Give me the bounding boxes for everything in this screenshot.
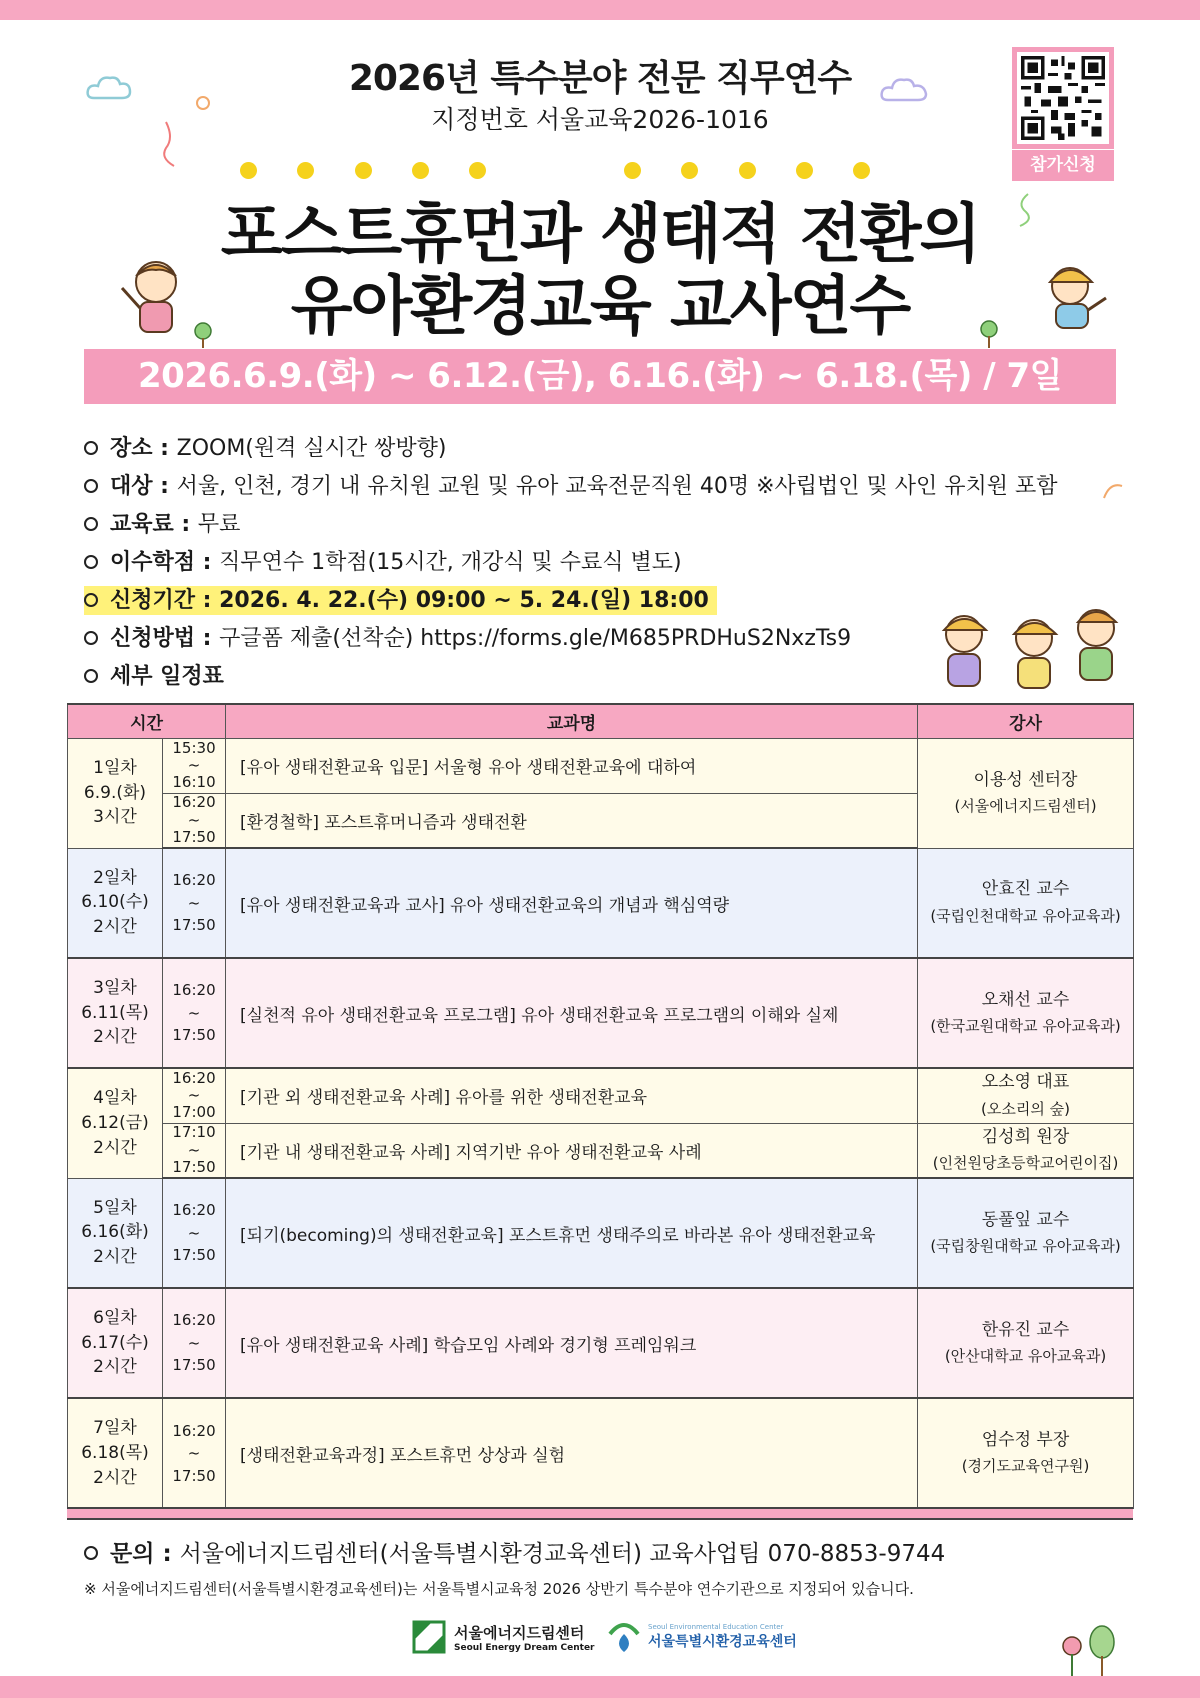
bullet-icon: [84, 631, 98, 645]
time-cell: 16:20 ~ 17:00: [163, 1068, 226, 1123]
table-row: [68, 1068, 1134, 1123]
training-dates: 2026.6.9.(화) ~ 6.12.(금), 6.16.(화) ~ 6.18.(목) / 7일: [84, 349, 1116, 404]
plant-illustration-icon: [1058, 1622, 1120, 1680]
course-cell: [환경철학] 포스트휴머니즘과 생태전환: [226, 793, 918, 848]
table-row: [68, 738, 1134, 793]
day-cell: 7일차 6.18(목) 2시간: [68, 1398, 163, 1508]
instructor-cell: 김성희 원장 (인천원당초등학교어린이집): [918, 1123, 1134, 1178]
instructor-cell: 오채선 교수 (한국교원대학교 유아교육과): [918, 958, 1134, 1068]
main-title-line1: 포스트휴먼과 생태적 전환의: [220, 198, 980, 272]
time-cell: 16:20 ~ 17:50: [163, 1288, 226, 1398]
schedule-table: [67, 703, 1134, 1509]
table-bottom-band: [67, 1507, 1133, 1520]
course-cell: [유아 생태전환교육과 교사] 유아 생태전환교육의 개념과 핵심역량: [226, 848, 918, 958]
designation-number: 지정번호 서울교육2026-1016: [431, 105, 769, 134]
contact-info: 문의 : 서울에너지드림센터(서울특별시환경교육센터) 교육사업팀 070-8853-9744: [84, 1535, 945, 1568]
bullet-icon: [84, 1546, 98, 1560]
table-row: [68, 1288, 1134, 1398]
day-cell: 2일차 6.10(수) 2시간: [68, 848, 163, 958]
day-cell: 6일차 6.17(수) 2시간: [68, 1288, 163, 1398]
time-cell: 17:10 ~ 17:50: [163, 1123, 226, 1178]
course-cell: [기관 내 생태전환교육 사례] 지역기반 유아 생태전환교육 사례: [226, 1123, 918, 1178]
header-title: 2026년 특수분야 전문 직무연수: [348, 58, 852, 99]
apply-qr-label[interactable]: 참가신청: [1012, 150, 1114, 181]
table-header-row: [68, 704, 1134, 738]
day-cell: 3일차 6.11(목) 2시간: [68, 958, 163, 1068]
instructor-cell: 오소영 대표 (오소리의 숲): [918, 1068, 1134, 1123]
env-center-logo-icon: [606, 1620, 642, 1654]
day-cell: 5일차 6.16(화) 2시간: [68, 1178, 163, 1288]
seoul-energy-dream-center-logo: 서울에너지드림센터 Seoul Energy Dream Center: [412, 1620, 595, 1654]
info-credit: 이수학점 : 직무연수 1학점(15시간, 개강식 및 수료식 별도): [84, 546, 1134, 580]
bullet-icon: [84, 479, 98, 493]
seoul-environmental-education-center-logo: Seoul Environmental Education Center 서울특별시환경교육센터: [606, 1620, 797, 1654]
time-cell: 16:20 ~ 17:50: [163, 1398, 226, 1508]
course-cell: [유아 생태전환교육 사례] 학습모임 사례와 경기형 프레임워크: [226, 1288, 918, 1398]
header-instructor: 강사: [918, 704, 1134, 738]
day-cell: 4일차 6.12(금) 2시간: [68, 1068, 163, 1178]
instructor-cell: 동풀잎 교수 (국립창원대학교 유아교육과): [918, 1178, 1134, 1288]
bullet-icon: [84, 517, 98, 531]
time-cell: 15:30 ~ 16:10: [163, 738, 226, 793]
instructor-cell: 엄수정 부장 (경기도교육연구원): [918, 1398, 1134, 1508]
table-row: [68, 848, 1134, 958]
course-cell: [기관 외 생태전환교육 사례] 유아를 위한 생태전환교육: [226, 1068, 918, 1123]
course-cell: [생태전환교육과정] 포스트휴먼 상상과 실험: [226, 1398, 918, 1508]
day-cell: 1일차 6.9.(화) 3시간: [68, 738, 163, 848]
table-row: [68, 1398, 1134, 1508]
info-target: 대상 : 서울, 인천, 경기 내 유치원 교원 및 유아 교육전문직원 40명 ※사립법인 및 사인 유치원 포함: [84, 470, 1134, 504]
energy-center-logo-icon: [412, 1620, 446, 1654]
info-schedule-heading: 세부 일정표: [84, 660, 1134, 694]
time-cell: 16:20 ~ 17:50: [163, 848, 226, 958]
info-venue: 장소 : ZOOM(원격 실시간 쌍방향): [84, 432, 1134, 466]
decorative-dots: [240, 162, 880, 182]
course-cell: [되기(becoming)의 생태전환교육] 포스트휴먼 생태주의로 바라본 유아 생태전환교육: [226, 1178, 918, 1288]
info-fee: 교육료 : 무료: [84, 508, 1134, 542]
course-cell: [실천적 유아 생태전환교육 프로그램] 유아 생태전환교육 프로그램의 이해와 실제: [226, 958, 918, 1068]
bottom-band: [0, 1676, 1200, 1698]
time-cell: 16:20 ~ 17:50: [163, 958, 226, 1068]
time-cell: 16:20 ~ 17:50: [163, 793, 226, 848]
bullet-icon: [84, 441, 98, 455]
header-course: 교과명: [226, 704, 918, 738]
bullet-icon: [84, 669, 98, 683]
info-application-period: 신청기간 : 2026. 4. 22.(수) 09:00 ~ 5. 24.(일) 18:00: [84, 584, 1134, 618]
header-time: 시간: [68, 704, 226, 738]
time-cell: 16:20 ~ 17:50: [163, 1178, 226, 1288]
instructor-cell: 안효진 교수 (국립인천대학교 유아교육과): [918, 848, 1134, 958]
top-band: [0, 0, 1200, 20]
info-application-method: 신청방법 : 구글폼 제출(선착순) https://forms.gle/M685PRDHuS2NxzTs9: [84, 622, 1134, 656]
instructor-cell: 이용성 센터장 (서울에너지드림센터): [918, 738, 1134, 848]
table-row: [68, 1178, 1134, 1288]
application-form-link[interactable]: 구글폼 제출(선착순) https://forms.gle/M685PRDHuS2NxzTs9: [219, 626, 852, 651]
table-row: [68, 958, 1134, 1068]
bullet-icon: [84, 555, 98, 569]
table-row: [68, 1123, 1134, 1178]
qr-code-icon[interactable]: [1012, 47, 1114, 149]
course-cell: [유아 생태전환교육 입문] 서울형 유아 생태전환교육에 대하여: [226, 738, 918, 793]
instructor-cell: 한유진 교수 (안산대학교 유아교육과): [918, 1288, 1134, 1398]
main-title-line2: 유아환경교육 교사연수: [290, 270, 910, 344]
bullet-icon: [84, 593, 98, 607]
footnote: ※ 서울에너지드림센터(서울특별시환경교육센터)는 서울특별시교육청 2026 상반기 특수분야 연수기관으로 지정되어 있습니다.: [84, 1580, 914, 1598]
